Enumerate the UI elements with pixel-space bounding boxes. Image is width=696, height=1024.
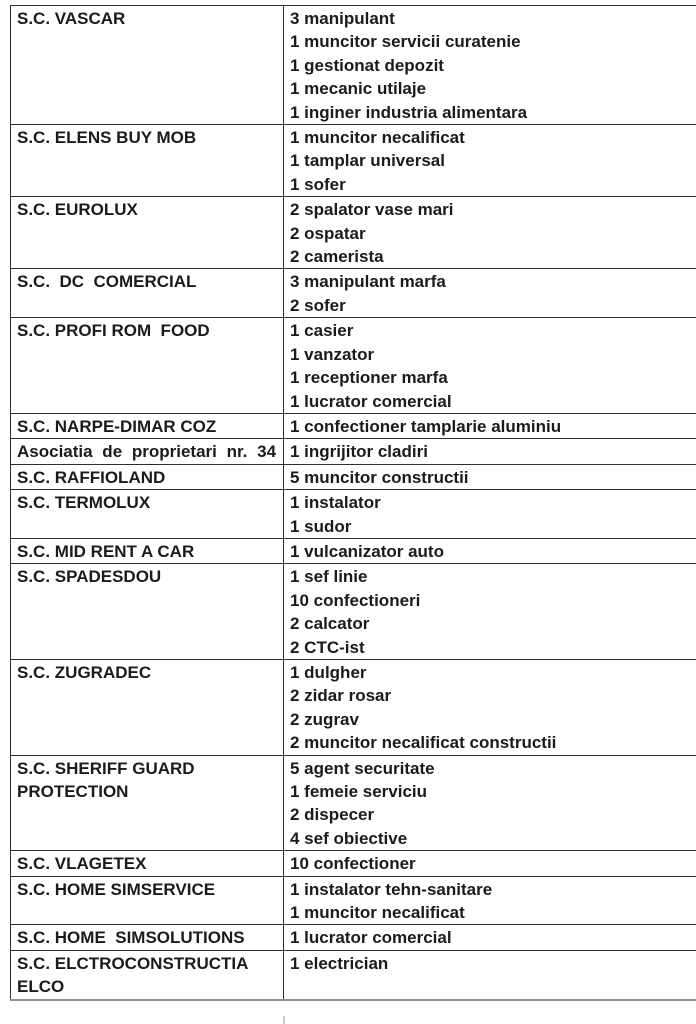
job-line: 1 tamplar universal [290,151,445,171]
company-cell: S.C. ZUGRADEC [11,659,284,755]
table-row [11,439,696,464]
jobs-cell [284,6,696,125]
jobs-cell [284,950,696,999]
job-line: 1 confectioner tamplarie aluminiu [290,416,562,436]
jobs-cell [284,851,696,876]
jobs-cell [284,413,696,438]
table-row [11,125,696,197]
job-line: 2 muncitor necalificat constructii [290,733,557,753]
company-cell: S.C. RAFFIOLAND [11,464,284,489]
jobs-cell [284,318,696,414]
company-cell: S.C. HOME SIMSERVICE [11,876,284,925]
jobs-cell [284,925,696,950]
table-row [11,318,696,414]
company-cell: S.C. TERMOLUX [11,490,284,539]
table-row [11,413,696,438]
company-cell: S.C. DC COMERCIAL [11,269,284,318]
table-row [11,6,696,125]
job-line: 3 manipulant [290,9,395,28]
job-line: 1 instalator tehn-sanitare [290,879,493,899]
table-row [11,755,696,851]
job-line: 1 sudor [290,516,352,536]
company-cell: S.C. SHERIFF GUARD PROTECTION [11,755,284,851]
jobs-cell [284,439,696,464]
job-line: 2 zugrav [290,709,359,729]
table-row [11,950,696,999]
company-cell: S.C. HOME SIMSOLUTIONS [11,925,284,950]
vacancies-table [10,5,696,1001]
company-cell: S.C. VASCAR [11,6,284,125]
job-line: 1 sofer [290,174,346,194]
job-line: 3 manipulant marfa [290,272,446,292]
jobs-cell [284,125,696,197]
job-line: 1 sef linie [290,567,368,587]
jobs-cell [284,659,696,755]
company-cell: S.C. NARPE-DIMAR COZ [11,413,284,438]
job-line: 2 calcator [290,614,370,634]
job-line: 2 dispecer [290,805,375,825]
table-row [11,490,696,539]
table-row [11,659,696,755]
job-line: 1 muncitor necalificat [290,128,465,148]
job-line: 1 mecanic utilaje [290,79,427,99]
company-cell: S.C. EUROLUX [11,197,284,269]
job-line: 10 confectioneri [290,590,421,610]
jobs-cell [284,490,696,539]
company-cell: S.C. SPADESDOU [11,564,284,660]
jobs-cell [284,564,696,660]
vacancies-table-body [11,6,696,1000]
job-line: 2 CTC-ist [290,637,365,657]
job-line: 1 electrician [290,953,389,973]
job-line: 5 muncitor constructii [290,467,469,487]
jobs-cell [284,755,696,851]
job-line: 1 lucrator comercial [290,391,452,411]
company-cell: Asociatia de proprietari nr. 34 [11,439,284,464]
company-cell: S.C. ELENS BUY MOB [11,125,284,197]
job-line: 1 inginer industria alimentara [290,102,528,122]
job-line: 1 gestionat depozit [290,55,444,75]
table-row [11,464,696,489]
table-row [11,564,696,660]
job-line: 1 instalator [290,493,381,513]
jobs-cell [284,876,696,925]
jobs-cell [284,269,696,318]
company-cell: S.C. VLAGETEX [11,851,284,876]
job-line: 5 agent securitate [290,758,435,778]
job-line: 1 muncitor necalificat [290,903,465,923]
job-line: 1 dulgher [290,662,367,682]
table-row [11,269,696,318]
job-line: 2 ospatar [290,223,366,243]
job-line: 2 sofer [290,295,346,315]
job-line: 1 vanzator [290,344,375,364]
company-cell: S.C. MID RENT A CAR [11,538,284,563]
job-line: 1 receptioner marfa [290,368,448,388]
company-cell: S.C. PROFI ROM FOOD [11,318,284,414]
job-line: 1 femeie serviciu [290,782,428,801]
table-row [11,876,696,925]
table-row [11,925,696,950]
table-row [11,851,696,876]
job-line: 2 camerista [290,247,384,267]
job-line: 1 ingrijitor cladiri [290,442,428,462]
table-row [11,197,696,269]
table-continuation-stub [283,1016,285,1024]
job-line: 1 casier [290,321,354,341]
job-line: 1 vulcanizator auto [290,541,444,561]
jobs-cell [284,197,696,269]
table-row [11,538,696,563]
jobs-cell [284,538,696,563]
job-line: 1 muncitor servicii curatenie [290,32,521,52]
jobs-cell [284,464,696,489]
job-line: 4 sef obiective [290,828,408,848]
job-line: 1 lucrator comercial [290,928,452,948]
job-line: 2 zidar rosar [290,686,392,706]
job-line: 2 spalator vase mari [290,200,454,220]
company-cell: S.C. ELCTROCONSTRUCTIA ELCO [11,950,284,999]
job-line: 10 confectioner [290,854,416,874]
